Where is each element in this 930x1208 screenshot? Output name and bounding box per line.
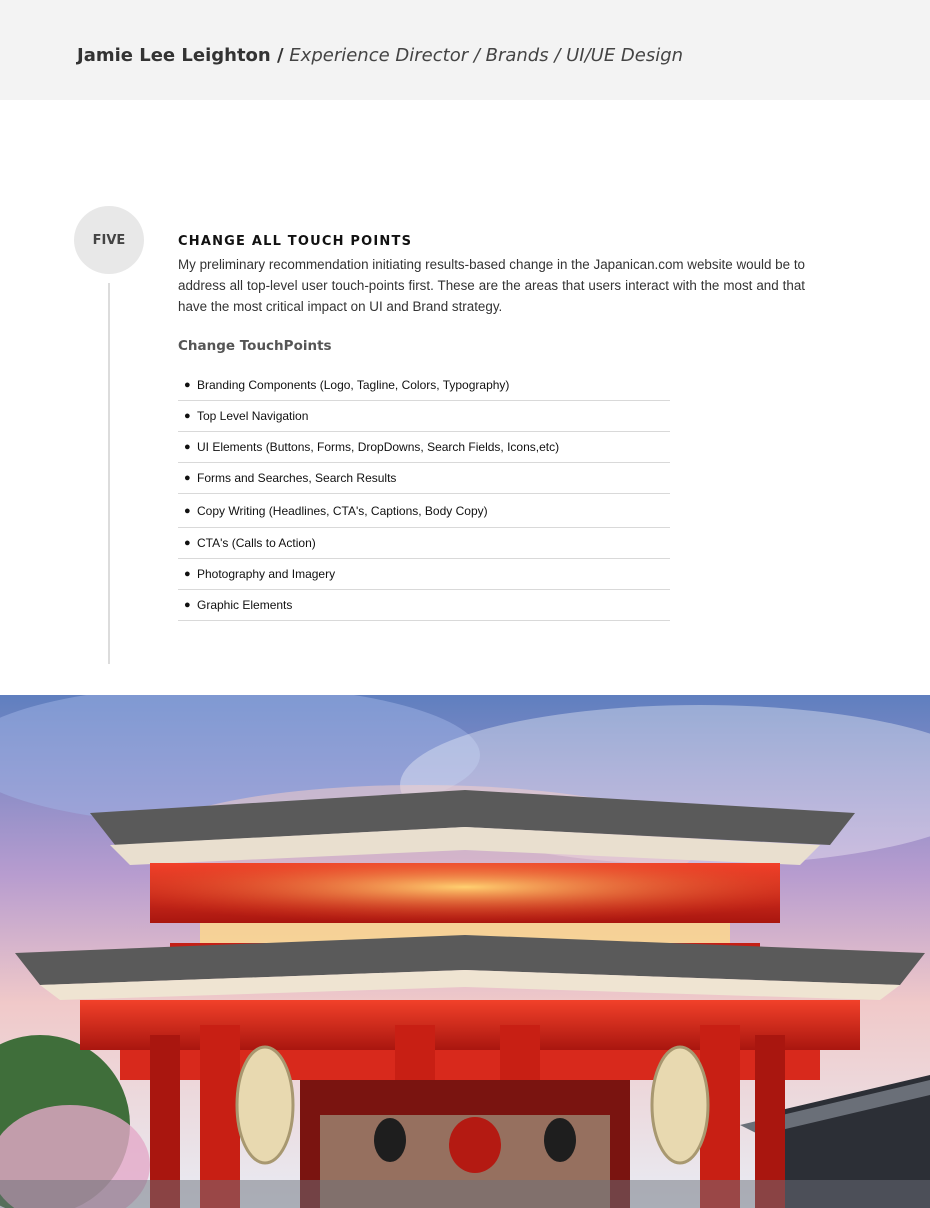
list-item-label: Copy Writing (Headlines, CTA's, Captions, Body Copy) — [197, 503, 488, 518]
list-item — [178, 432, 670, 463]
bullet-icon: ● — [184, 410, 191, 422]
bullet-icon: ● — [184, 599, 191, 611]
bullet-icon: ● — [184, 472, 191, 484]
section-title: CHANGE ALL TOUCH POINTS — [178, 234, 413, 249]
bullet-icon: ● — [184, 504, 191, 517]
list-item-label: Forms and Searches, Search Results — [197, 471, 397, 485]
list-item — [178, 401, 670, 432]
list-item-label: Branding Components (Logo, Tagline, Colors, Typography) — [197, 378, 510, 392]
list-item-label: Graphic Elements — [197, 598, 293, 612]
list-item-label: Top Level Navigation — [197, 409, 309, 423]
list-item-label: UI Elements (Buttons, Forms, DropDowns, Search Fields, Icons,etc) — [197, 440, 560, 454]
timeline-line — [108, 283, 110, 664]
author-name: Jamie Lee Leighton / — [77, 45, 284, 66]
bullet-icon: ● — [184, 379, 191, 391]
step-badge — [74, 206, 144, 274]
list-item-label: Photography and Imagery — [197, 567, 336, 581]
bullet-icon: ● — [184, 441, 191, 453]
list-item — [178, 528, 670, 559]
header-title — [77, 45, 683, 66]
section-body: My preliminary recommendation initiating results-based change in the Japanican.com website would be to address all top-level user touch-points first. These are the areas that users interact with the most and that have the most critical impact on UI and Brand strategy. — [178, 257, 805, 314]
list-item — [178, 463, 670, 494]
step-label: FIVE — [92, 232, 126, 248]
list-item — [178, 559, 670, 590]
list-item — [178, 494, 670, 528]
bullet-icon: ● — [184, 568, 191, 580]
page-header — [0, 0, 930, 100]
list-heading: Change TouchPoints — [178, 338, 332, 354]
list-item-label: CTA's (Calls to Action) — [197, 536, 316, 550]
author-role: Experience Director / Brands / UI/UE Design — [283, 45, 684, 66]
list-item — [178, 370, 670, 401]
touchpoint-list — [178, 370, 670, 621]
temple-gate-photo — [0, 695, 930, 1208]
bullet-icon: ● — [184, 537, 191, 549]
list-item — [178, 590, 670, 621]
